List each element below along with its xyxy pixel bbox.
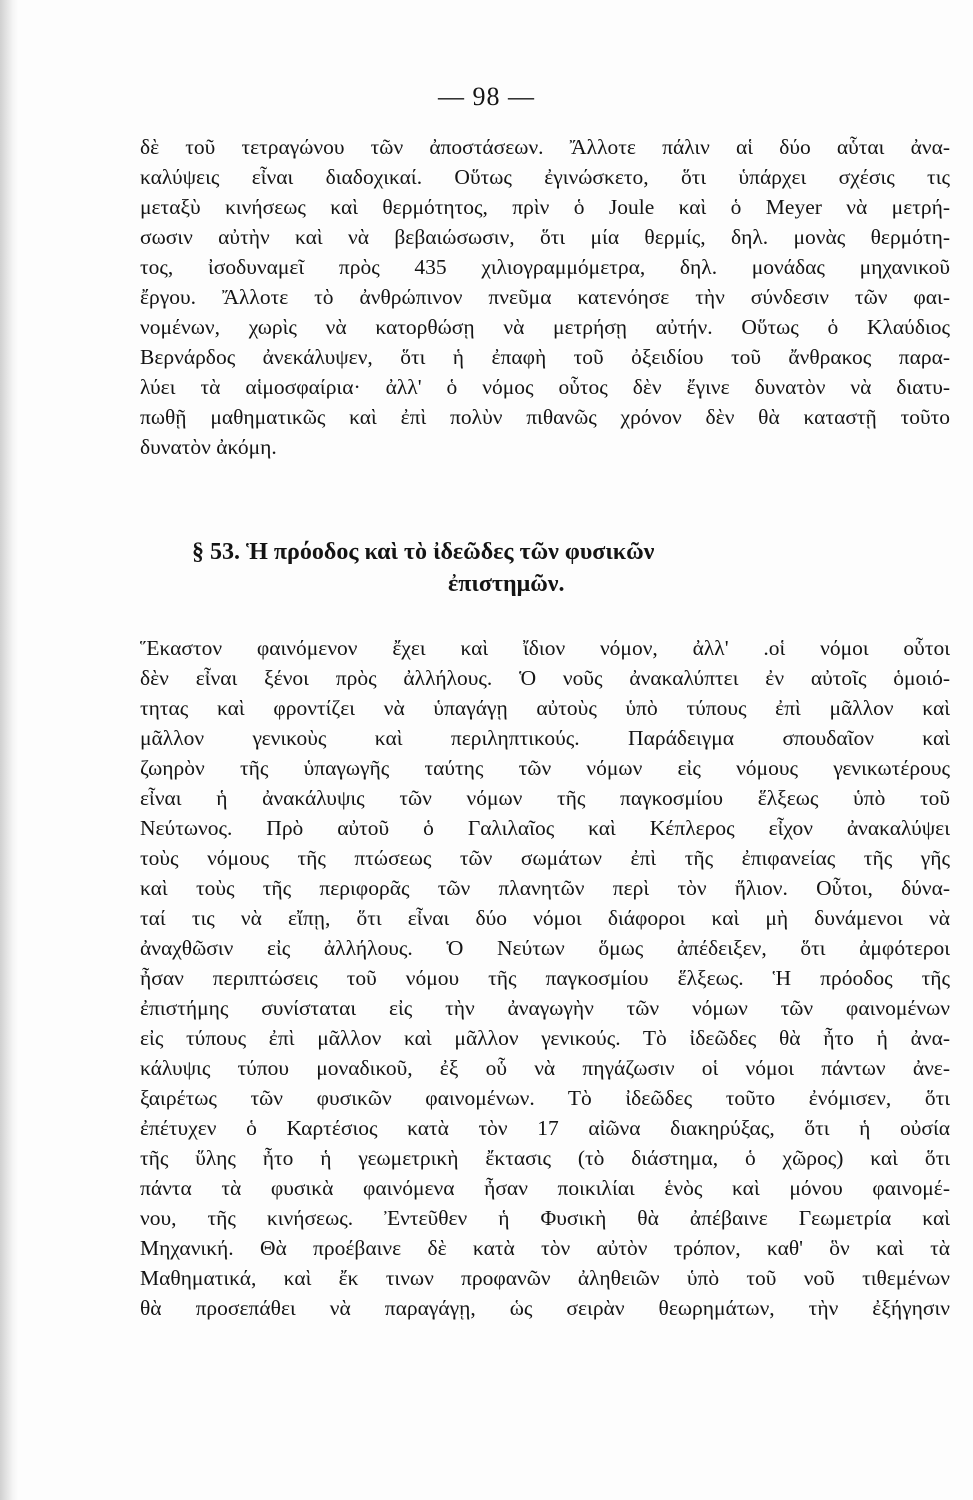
section-paragraph [140, 633, 950, 1323]
text-line: σωσιν αὐτὴν καὶ νὰ βεβαιώσωσιν, ὅτι μία θερμίς, δηλ. μονὰς θερμότη- [140, 225, 950, 249]
text-line: κάλυψις τύπου μοναδικοῦ, ἐξ οὗ νὰ πηγάζωσιν οἱ νόμοι πάντων ἀνε- [140, 1056, 950, 1080]
text-line: νου, τῆς κινήσεως. Ἐντεῦθεν ἡ Φυσικὴ θὰ ἀπέβαινε Γεωμετρία καὶ [140, 1206, 950, 1230]
text-line: τοὺς νόμους τῆς πτώσεως τῶν σωμάτων ἐπὶ τῆς ἐπιφανείας τῆς γῆς [140, 846, 950, 870]
page-number: — 98 — [438, 82, 535, 111]
text-line: πωθῇ μαθηματικῶς καὶ ἐπὶ πολὺν πιθανῶς χρόνον δὲν θὰ καταστῇ τοῦτο [140, 405, 950, 429]
text-line: Ἕκαστον φαινόμενον ἔχει καὶ ἴδιον νόμον, ἀλλ' .οἱ νόμοι οὗτοι [140, 636, 950, 660]
text-line: δυνατὸν ἀκόμη. [140, 435, 277, 459]
text-line: καὶ τοὺς τῆς περιφορᾶς τῶν πλανητῶν περὶ τὸν ἥλιον. Οὗτοι, δύνα- [140, 876, 950, 900]
text-line: ἐπέτυχεν ὁ Καρτέσιος κατὰ τὸν 17 αἰῶνα διακηρύξας, ὅτι ἡ οὐσία [140, 1116, 950, 1140]
section-heading [140, 536, 950, 600]
text-line: θὰ προσεπάθει νὰ παραγάγῃ, ὡς σειρὰν θεωρημάτων, τὴν ἐξήγησιν [140, 1296, 950, 1320]
text-line: ξαιρέτως τῶν φυσικῶν φαινομένων. Τὸ ἰδεῶδες τοῦτο ἐνόμισεν, ὅτι [140, 1086, 950, 1110]
text-line: καλύψεις εἶναι διαδοχικαί. Οὕτως ἐγινώσκετο, ὅτι ὑπάρχει σχέσις τις [140, 165, 950, 189]
text-line: Μηχανική. Θὰ προέβαινε δὲ κατὰ τὸν αὐτὸν τρόπον, καθ' ὃν καὶ τὰ [140, 1236, 950, 1260]
text-line: ἀναχθῶσιν εἰς ἀλλήλους. Ὁ Νεύτων ὅμως ἀπέδειξεν, ὅτι ἀμφότεροι [140, 936, 950, 960]
text-line: τητας καὶ φροντίζει νὰ ὑπαγάγῃ αὐτοὺς ὑπὸ τύπους ἐπὶ μᾶλλον καὶ [140, 696, 950, 720]
section-heading-line: ἐπιστημῶν. [448, 571, 565, 597]
text-line: ἐπιστήμης συνίσταται εἰς τὴν ἀναγωγὴν τῶν νόμων τῶν φαινομένων [140, 996, 950, 1020]
text-line: ἔργου. Ἄλλοτε τὸ ἀνθρώπινον πνεῦμα κατενόησε τὴν σύνδεσιν τῶν φαι- [140, 285, 950, 309]
paragraph-continuation [140, 132, 950, 462]
text-line: εἰς τύπους ἐπὶ μᾶλλον καὶ μᾶλλον γενικούς. Τὸ ἰδεῶδες θὰ ἦτο ἡ ἀνα- [140, 1026, 950, 1050]
section-heading-line: § 53. Ἡ πρόοδος καὶ τὸ ἰδεῶδες τῶν φυσικῶν [192, 539, 655, 565]
text-line: ἦσαν περιπτώσεις τοῦ νόμου τῆς παγκοσμίου ἕλξεως. Ἡ πρόοδος τῆς [140, 966, 950, 990]
text-line: Βερνάρδος ἀνεκάλυψεν, ὅτι ἡ ἐπαφὴ τοῦ ὀξειδίου τοῦ ἄνθρακος παρα- [140, 345, 950, 369]
text-line: ζωηρὸν τῆς ὑπαγωγῆς ταύτης τῶν νόμων εἰς νόμους γενικωτέρους [140, 756, 950, 780]
text-line: μᾶλλον γενικοὺς καὶ περιληπτικούς. Παράδειγμα σπουδαῖον καὶ [140, 726, 950, 750]
text-line: ταί τις νὰ εἴπῃ, ὅτι εἶναι δύο νόμοι διάφοροι καὶ μὴ δυνάμενοι νὰ [140, 906, 950, 930]
text-line: τος, ἰσοδυναμεῖ πρὸς 435 χιλιογραμμόμετρα, δηλ. μονάδας μηχανικοῦ [140, 255, 950, 279]
text-line: δὲν εἶναι ξένοι πρὸς ἀλλήλους. Ὁ νοῦς ἀνακαλύπτει ἐν αὐτοῖς ὁμοιό- [140, 666, 950, 690]
text-line: μεταξὺ κινήσεως καὶ θερμότητος, πρὶν ὁ Joule καὶ ὁ Meyer νὰ μετρή- [140, 195, 950, 219]
text-line: εἶναι ἡ ἀνακάλυψις τῶν νόμων τῆς παγκοσμίου ἕλξεως ὑπὸ τοῦ [140, 786, 950, 810]
text-line: δὲ τοῦ τετραγώνου τῶν ἀποστάσεων. Ἄλλοτε πάλιν αἱ δύο αὗται ἀνα- [140, 135, 950, 159]
page-binding-shadow [0, 0, 18, 1500]
text-line: Νεύτωνος. Πρὸ αὐτοῦ ὁ Γαλιλαῖος καὶ Κέπλερος εἶχον ἀνακαλύψει [140, 816, 950, 840]
text-line: νομένων, χωρὶς νὰ κατορθώσῃ νὰ μετρήσῃ αὐτήν. Οὕτως ὁ Κλαύδιος [140, 315, 950, 339]
text-line: λύει τὰ αἱμοσφαίρια· ἀλλ' ὁ νόμος οὗτος δὲν ἔγινε δυνατὸν νὰ διατυ- [140, 375, 950, 399]
text-line: τῆς ὕλης ἦτο ἡ γεωμετρικὴ ἔκτασις (τὸ διάστημα, ὁ χῶρος) καὶ ὅτι [140, 1146, 950, 1170]
text-line: Μαθηματικά, καὶ ἔκ τινων προφανῶν ἀληθειῶν ὑπὸ τοῦ νοῦ τιθεμένων [140, 1266, 950, 1290]
text-line: πάντα τὰ φυσικὰ φαινόμενα ἦσαν ποικιλίαι ἑνὸς καὶ μόνου φαινομέ- [140, 1176, 950, 1200]
